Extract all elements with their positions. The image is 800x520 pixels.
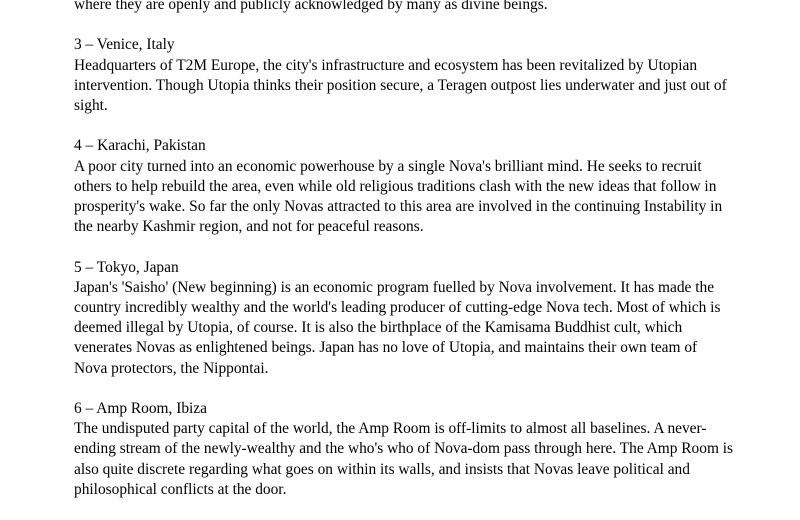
section-body: Headquarters of T2M Europe, the city's infrastructure and ecosystem has been revitalized by Utopian intervention. Though Utopia thinks their position secure, a Teragen outpost lies underwater and just out of sight. — [74, 56, 727, 114]
section-heading: 5 – Tokyo, Japan — [74, 258, 179, 276]
section-heading: 3 – Venice, Italy — [74, 36, 175, 54]
section-venice — [74, 35, 734, 116]
document-page — [74, 0, 734, 520]
section-karachi — [74, 136, 734, 237]
section-heading: 6 – Amp Room, Ibiza — [74, 400, 207, 417]
section-heading: 4 – Karachi, Pakistan — [74, 137, 206, 155]
section-body: Japan's 'Saisho' (New beginning) is an economic program fuelled by Nova involvement. It has made the country incredibly wealthy and the world's leading producer of cutting-edge Nova tech. Most of which is deemed illegal by Utopia, of course. It is also the birthplace of the Kamisama Buddhist cult, which venerates Novas as enlightened beings. Japan has no love of Utopia, and maintains their own team of Nova protectors, the Nippontai. — [74, 278, 721, 377]
section-tokyo — [74, 258, 734, 379]
intro-tail-paragraph: where they are openly and publicly acknowledged by many as divine beings. — [74, 0, 548, 13]
section-body: The undisputed party capital of the world, the Amp Room is off-limits to almost all baselines. A never-ending stream of the newly-wealthy and the who's who of Nova-dom pass through here. The Amp Room is also quite discrete regarding what goes on within its walls, and insists that Novas leave political and philosophical conflicts at the door. — [74, 420, 734, 498]
section-body: A poor city turned into an economic powerhouse by a single Nova's brilliant mind. He seeks to recruit others to help rebuild the area, even while old religious traditions clash with the new ideas that follow in prosperity's wake. So far the only Novas attracted to this area are involved in the continuing Instability in the nearby Kashmir region, and not for peaceful reasons. — [74, 157, 723, 236]
